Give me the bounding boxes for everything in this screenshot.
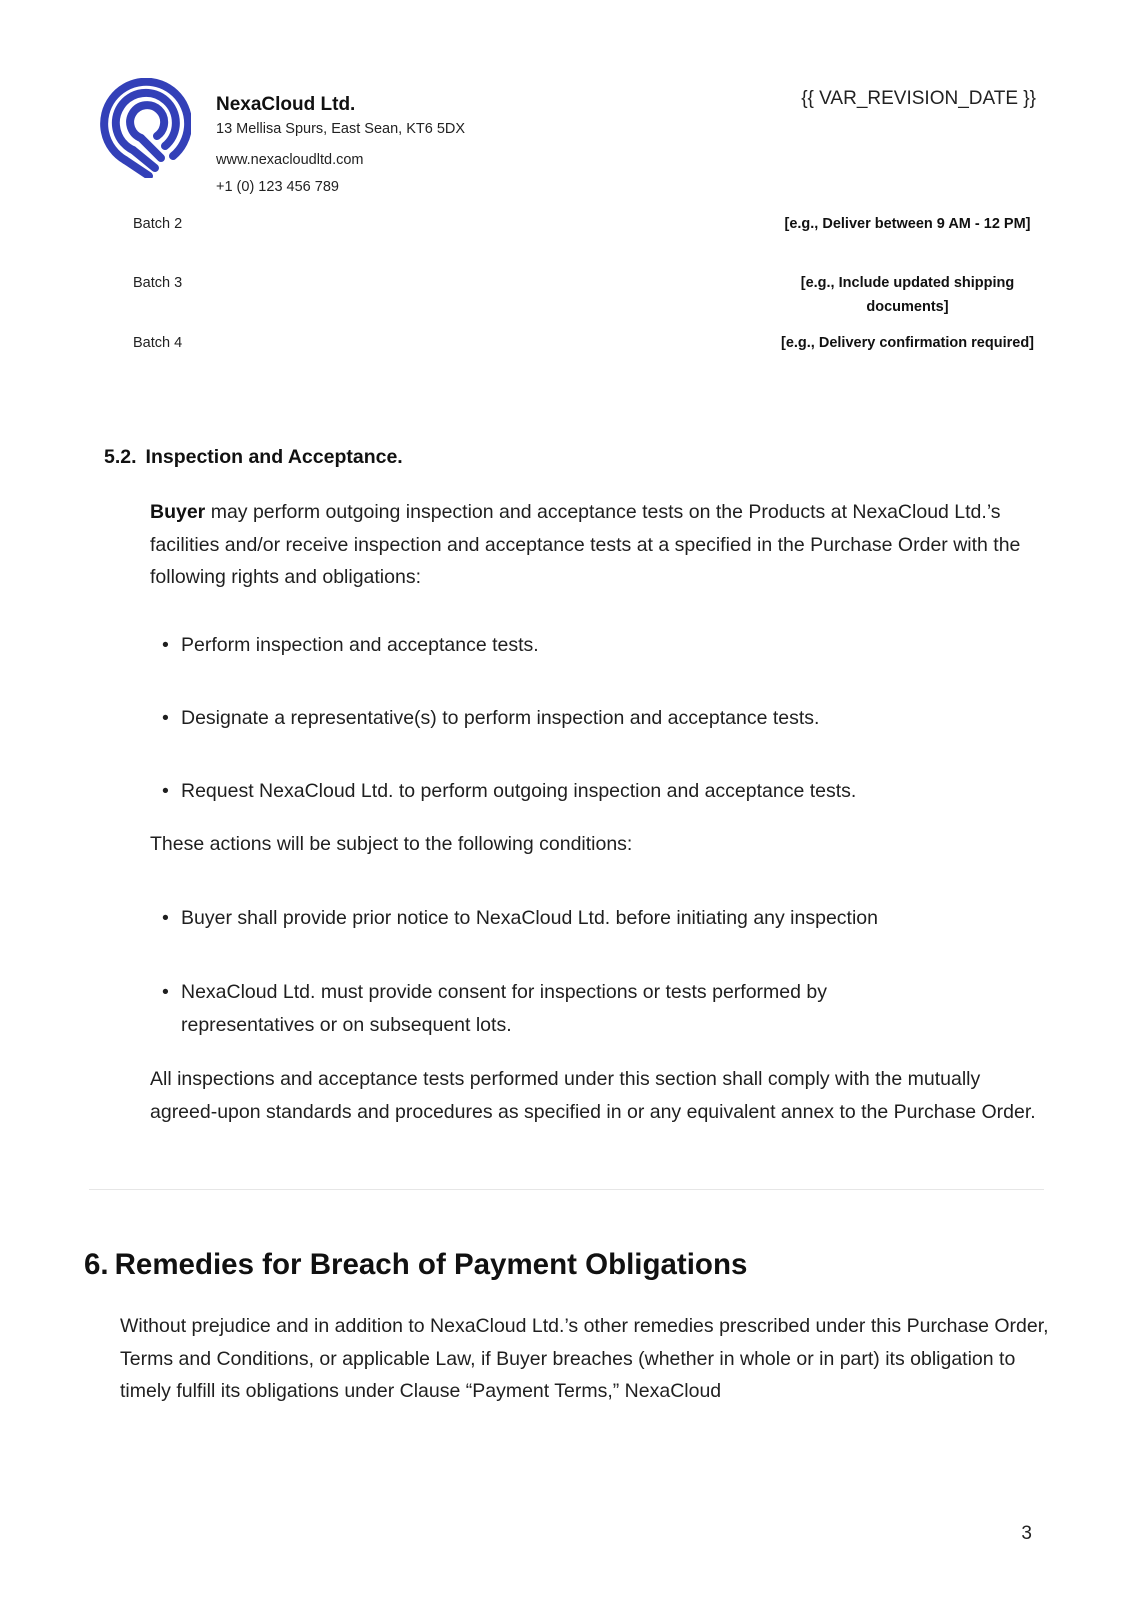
list-item: • Designate a representative(s) to perform inspection and acceptance tests. [162,702,1062,735]
company-name: NexaCloud Ltd. [216,94,356,115]
page-number: 3 [1021,1523,1032,1544]
list-item: • NexaCloud Ltd. must provide consent for inspections or tests performed by representatives or on subsequent lots. [162,976,902,1041]
bullet-icon: • [162,634,169,656]
intro-bold-term: Buyer [150,501,206,523]
section-6-body: Without prejudice and in addition to NexaCloud Ltd.’s other remedies prescribed under this Purchase Order, Terms and Conditions, or applicable Law, if Buyer breaches (whether in whole or in part) its obligation to timely fulfill its obligations under Clause “Payment Terms,” NexaCloud [120,1315,1049,1402]
batch-note: [e.g., Deliver between 9 AM - 12 PM] [784,216,1031,232]
intro-text: may perform outgoing inspection and acceptance tests on the Products at NexaCloud Ltd.’s facilities and/or receive inspection and acceptance tests at a specified in the Purchase Order with the following rights and obligations: [150,501,1021,588]
section-5-2-closing: All inspections and acceptance tests performed under this section shall comply with the mutually agreed-upon standards and procedures as specified in or any equivalent annex to the Purchase Order. [150,1068,1036,1123]
list-item: • Buyer shall provide prior notice to NexaCloud Ltd. before initiating any inspection [162,902,1062,935]
batch-label: Batch 3 [133,275,183,291]
section-title: Inspection and Acceptance. [145,446,403,468]
section-title: Remedies for Breach of Payment Obligations [114,1248,748,1281]
conditions-intro: These actions will be subject to the following conditions: [150,833,633,855]
company-website[interactable]: www.nexacloudltd.com [216,152,364,168]
section-5-2-intro [150,496,1050,594]
section-number: 5.2. [104,446,137,468]
batch-label: Batch 2 [133,216,183,232]
revision-date: {{ VAR_REVISION_DATE }} [801,88,1036,109]
section-number: 6. [84,1248,109,1281]
batch-label: Batch 4 [133,335,183,351]
batch-note: [e.g., Include updated shipping documents] [800,275,1015,315]
section-5-2-heading [104,446,403,469]
batch-note: [e.g., Delivery confirmation required] [781,335,1034,351]
company-address: 13 Mellisa Spurs, East Sean, KT6 5DX [216,121,466,137]
section-6-heading [84,1248,747,1282]
bullet-icon: • [162,707,169,729]
bullet-icon: • [162,907,169,929]
nexacloud-logo-icon [99,78,191,178]
list-item: • Request NexaCloud Ltd. to perform outgoing inspection and acceptance tests. [162,775,1062,808]
bullet-icon: • [162,981,169,1003]
divider [89,1189,1044,1190]
list-item: • Perform inspection and acceptance tests. [162,629,1062,662]
company-phone: +1 (0) 123 456 789 [216,179,339,195]
bullet-icon: • [162,780,169,802]
